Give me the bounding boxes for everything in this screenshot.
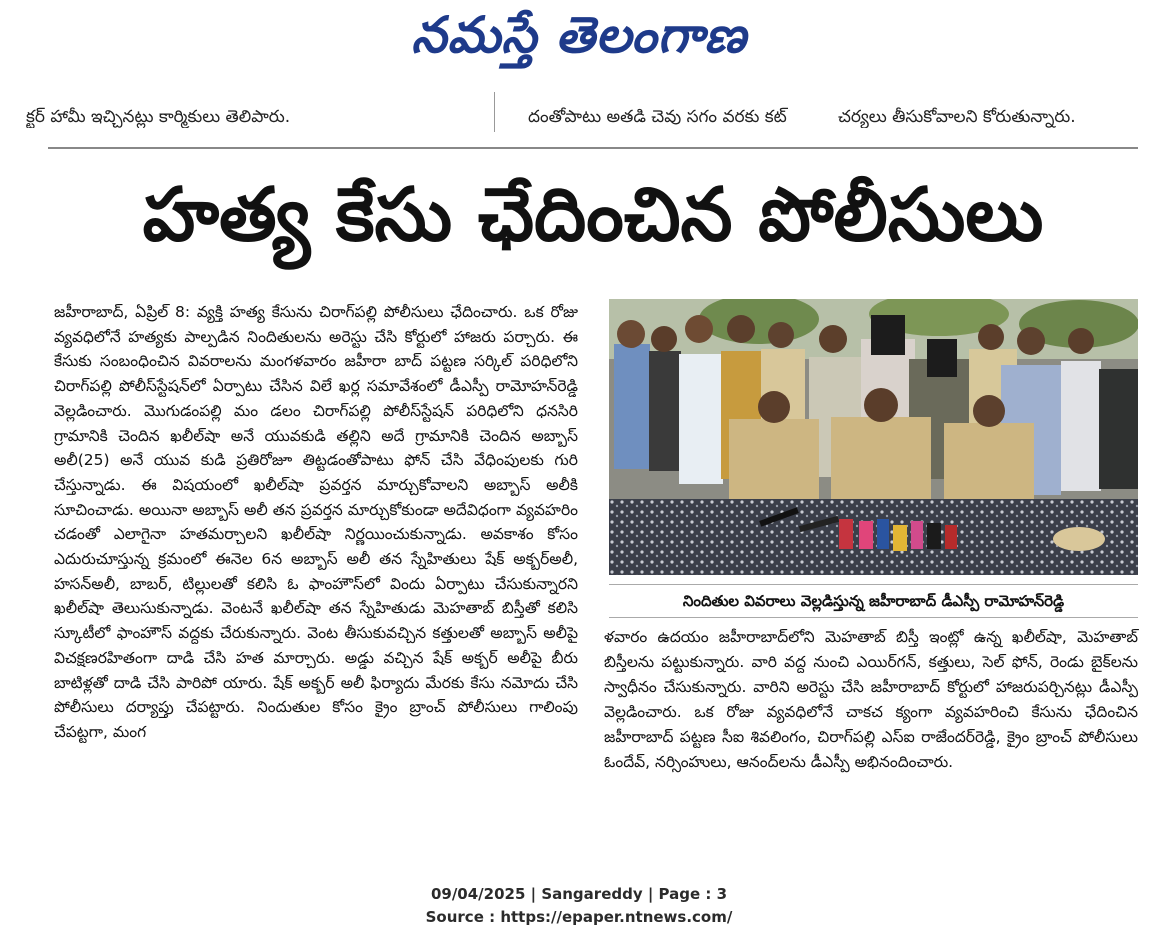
previous-column-2-text: దంతోపాటు అతడి చెవు సగం వరకు కట్ (528, 107, 787, 127)
previous-column-1-text: క్టర్ హామీ ఇచ్చినట్లు కార్మికులు తెలిపారు. (26, 107, 291, 127)
page-footer (0, 883, 1158, 929)
article-photo (609, 299, 1138, 575)
column-divider (494, 92, 495, 132)
photo-caption: నిందితుల వివరాలు వెల్లడిస్తున్న జహీరాబాద్ డీఎస్పీ రామోహన్‌రెడ్డి (609, 584, 1138, 618)
previous-column-2 (528, 106, 818, 128)
edition-line: 09/04/2025 | Sangareddy | Page : 3 (430, 885, 728, 903)
previous-article-strip (20, 92, 1140, 142)
previous-column-3-text: చర్యలు తీసుకోవాలని కోరుతున్నారు. (838, 107, 1076, 127)
newspaper-logo: నమస్తే తెలంగాణ (411, 6, 747, 64)
previous-column-1 (26, 106, 466, 128)
police-press-photo (609, 299, 1138, 575)
source-line: Source : https://epaper.ntnews.com/ (425, 908, 733, 926)
article-body-right: ళవారం ఉదయం జహీరాబాద్‌లోని మెహతాబ్ బిస్తీ ఇంట్లో ఉన్న ఖలీల్‌షా, మెహతాబ్ బిస్తీలను పట్టుకున్నారు. వారి వద్ద నుంచి ఎయిర్‌గన్, కత్తులు, సెల్ ఫోన్, రెండు బైక్‌లను స్వాధీనం చేసుకున్నారు. వారిని అరెస్టు చేసి జహీరాబాద్ కోర్టులో హాజరుపర్చినట్లు డీఎస్పీ వెల్లడించారు. ఒక రోజు వ్యవధిలోనే చాకచ క్యంగా వ్యవహరించి కేసును ఛేదించిన జహీరాబాద్ పట్టణ సీఐ శివలింగం, చిరాగ్‌పల్లి ఎస్‌ఐ రాజేందర్‌రెడ్డి, క్రైం బ్రాంచ్ పోలీసులు ఓందేవ్, నర్సింహులు, ఆనంద్‌లను డీఎస్పీ అభినందించారు. (604, 628, 1138, 771)
masthead (0, 0, 1158, 80)
article-headline: హత్య కేసు ఛేదించిన పోలీసులు (142, 172, 1044, 258)
article-body-left: జహీరాబాద్, ఏప్రిల్ 8: వ్యక్తి హత్య కేసును చిరాగ్‌పల్లి పోలీసులు ఛేదించారు. ఒక రోజు వ్యవధిలోనే హత్యకు పాల్పడిన నిందితులను అరెస్టు చేసి కోర్టులో హాజరు పర్చారు. ఈ కేసుకు సంబంధించిన వివరాలను మంగళవారం జహీరా బాద్ పట్టణ సర్కిల్ పరిధిలోని చిరాగ్‌పల్లి పోలీస్‌స్టేషన్‌లో ఏర్పాటు చేసిన విలే ఖర్ల సమావేశంలో డీఎస్పీ రామోహన్‌రెడ్డి వెల్లడించారు. మొగుడంపల్లి మం డలం చిరాగ్‌పల్లి పోలీస్‌స్టేషన్ పరిధిలోని ధనసిరి గ్రామానికి చెందిన ఖలీల్‌షా అనే యువకుడి తల్లిని అదే గ్రామానికి చెందిన అబ్బాస్ అలీ(25) అనే యువ కుడి ప్రతిరోజూ తిట్టడంతోపాటు ఫోన్ చేసి వేధింపులకు గురి చేస్తున్నాడు. ఈ విషయంలో ఖలీల్‌షా ప్రవర్తన మార్చుకోవాలని అబ్బాస్ అలీకి సూచించాడు. అయినా అబ్బాస్ అలీ తన ప్రవర్తన మార్చుకోకుండా అదేవిధంగా వ్యవహరిం చడంతో ఎలాగైనా హతమర్చాలని ఖలీల్‌షా నిర్ణయించుకున్నాడు. అవకాశం కోసం ఎదురుచూస్తున్న క్రమంలో ఈనెల 6న అబ్బాస్ అలీ తన స్నేహితులు షేక్ అక్బర్‌అలీ, హసన్‌అలీ, బాబర్, టిల్లులతో కలిసి ఓ ఫాంహౌస్‌లో విందు ఏర్పాటు చేసుకున్నారని ఖలీల్‌షా తెలుసుకున్నాడు. వెంటనే ఖలీల్‌షా తన స్నేహితుడు మెహతాబ్ బిస్తీతో కలిసి స్కూటీలో ఫాంహౌస్ వద్దకు చేరుకున్నారు. వెంట తీసుకువచ్చిన కత్తులతో అబ్బాస్ అలీపై విచక్షణరహితంగా దాడి చేసి హత మార్చారు. అడ్డు వచ్చిన షేక్ అక్బర్ అలీపై బీరు బాటిళ్లతో దాడి చేసి పారిపో యారు. షేక్ అక్బర్ అలీ ఫిర్యాదు మేరకు కేసు నమోదు చేసి పోలీసులు దర్యాప్తు చేపట్టారు. నిందుతుల కోసం క్రైం బ్రాంచ్ పోలీసులు గాలింపు చేపట్టగా, మంగ (54, 303, 578, 741)
section-rule (48, 147, 1138, 149)
previous-column-3 (838, 106, 1138, 128)
